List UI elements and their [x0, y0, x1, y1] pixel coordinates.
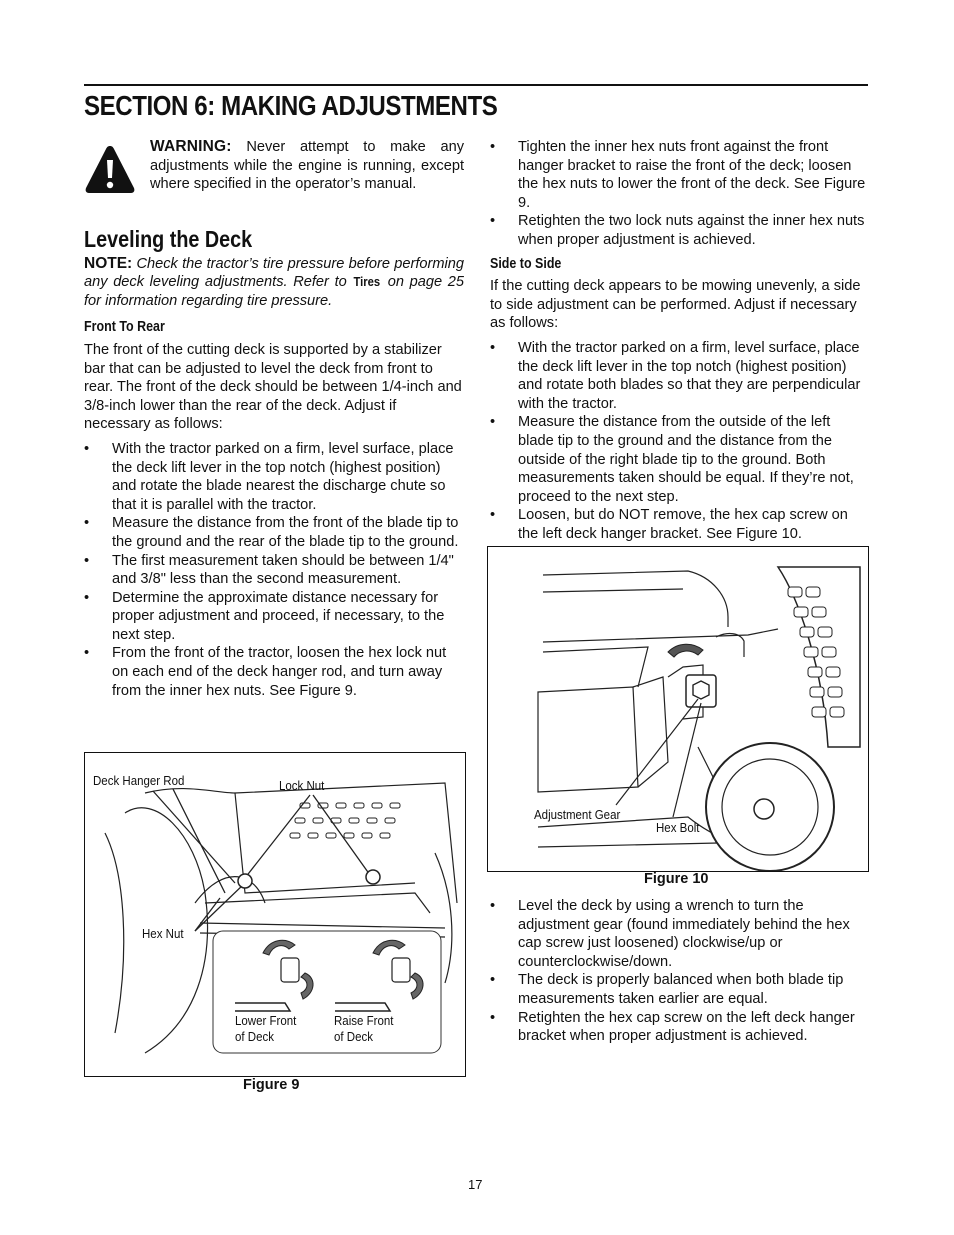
callout-lower-line-2: of Deck: [235, 1030, 274, 1044]
side-to-side-list: [490, 339, 868, 544]
list-item: • Retighten the two lock nuts against the inner hex nuts when proper adjustment is achieved.: [490, 213, 865, 248]
hex-nut-list: [490, 138, 868, 250]
side-to-side-intro: If the cutting deck appears to be mowing unevenly, a side to side adjustment can be performed. Adjust if necessary as follows:: [490, 278, 861, 332]
note-label: NOTE:: [84, 254, 133, 272]
leveling-heading: Leveling the Deck: [84, 226, 253, 252]
callout-raise-line-1: Raise Front: [334, 1014, 394, 1028]
warning-block: [84, 138, 464, 216]
warning-text: Never attempt to make any adjustments while the engine is running, except where specified in the operator’s manual.: [150, 139, 464, 193]
list-item: • With the tractor parked on a firm, level surface, place the deck lift lever in the top notch (highest position) and rotate both blades so that they are perpendicular with the tractor.: [490, 339, 861, 412]
list-item: • Determine the approximate distance necessary for proper adjustment and proceed, if necessary, to the next step.: [84, 589, 445, 643]
top-rule: [84, 84, 868, 86]
list-item: • The deck is properly balanced when both blade tip measurements taken earlier are equal.: [490, 972, 844, 1007]
left-column: [84, 138, 464, 700]
tires-reference: Tires: [353, 275, 381, 290]
callout-lower-line-1: Lower Front: [235, 1014, 297, 1028]
after-figure10-text: [490, 897, 868, 1046]
note-text-after: on page 25 for information regarding tire pressure.: [84, 274, 464, 309]
note-paragraph: [84, 255, 464, 311]
callout-deck-hanger-rod: Deck Hanger Rod: [93, 774, 185, 788]
list-item: • The first measurement taken should be between 1/4" and 3/8" less than the second measurement.: [84, 552, 454, 588]
list-item: • Level the deck by using a wrench to turn the adjustment gear (found immediately behind the hex cap screw just loosened) clockwise/up or counterclockwise/down.: [490, 898, 850, 970]
figure-10: [487, 546, 869, 872]
list-item: • From the front of the tractor, loosen the hex lock nut on each end of the deck hanger rod, and turn away from the inner hex nuts. See Figure 9.: [84, 645, 447, 699]
callout-raise-front: [334, 1013, 393, 1045]
front-to-rear-intro-2: 3/8-inch lower than the rear of the deck. Adjust if necessary as follows:: [84, 397, 397, 433]
right-column: [490, 138, 868, 543]
callout-adjustment-gear: Adjustment Gear: [534, 808, 621, 822]
front-to-rear-list: [84, 440, 464, 700]
callout-hex-bolt: Hex Bolt: [656, 821, 700, 835]
callout-hex-nut: Hex Nut: [142, 927, 184, 941]
warning-triangle-icon: [84, 144, 136, 194]
list-item: • Measure the distance from the front of the blade tip to the ground and the rear of the blade tip to the ground.: [84, 515, 459, 550]
level-deck-list: [490, 897, 868, 1046]
callout-lower-front: [235, 1013, 296, 1045]
figure-10-caption: Figure 10: [644, 871, 709, 887]
side-to-side-heading: Side to Side: [490, 255, 562, 272]
list-item: • Tighten the inner hex nuts front against the front hanger bracket to raise the front of the deck; loosen the hex nuts to lower the front of the deck. See Figure 9.: [490, 139, 866, 211]
section-title: SECTION 6: MAKING ADJUSTMENTS: [84, 90, 498, 121]
note-text-before: Check the tractor’s tire pressure before performing any deck leveling adjustments. Refer to: [84, 255, 464, 291]
figure-9: [84, 752, 466, 1077]
front-to-rear-heading: Front To Rear: [84, 319, 165, 336]
list-item: • With the tractor parked on a firm, level surface, place the deck lift lever in the top notch (highest position) and rotate the blade nearest the discharge chute so that it is parallel with the tractor.: [84, 440, 454, 513]
list-item: • Loosen, but do NOT remove, the hex cap screw on the left deck hanger bracket. See Figure 10.: [490, 507, 848, 542]
list-item: • Measure the distance from the outside of the left blade tip to the ground and the distance from the outside of the right blade tip to the ground. Both measurements taken should be equal. If they’re not, proceed to the next step.: [490, 414, 854, 505]
warning-label: WARNING:: [150, 138, 232, 155]
figure-9-caption: Figure 9: [243, 1077, 300, 1093]
callout-lock-nut: Lock Nut: [279, 779, 325, 793]
list-item: • Retighten the hex cap screw on the left deck hanger bracket when proper adjustment is achieved.: [490, 1009, 855, 1045]
front-to-rear-intro-1: The front of the cutting deck is supported by a stabilizer bar that can be adjusted to level the deck from front to rear. The front of the deck should be between 1/4-inch and: [84, 341, 462, 396]
callout-raise-line-2: of Deck: [334, 1030, 373, 1044]
page-number: 17: [468, 1177, 483, 1192]
